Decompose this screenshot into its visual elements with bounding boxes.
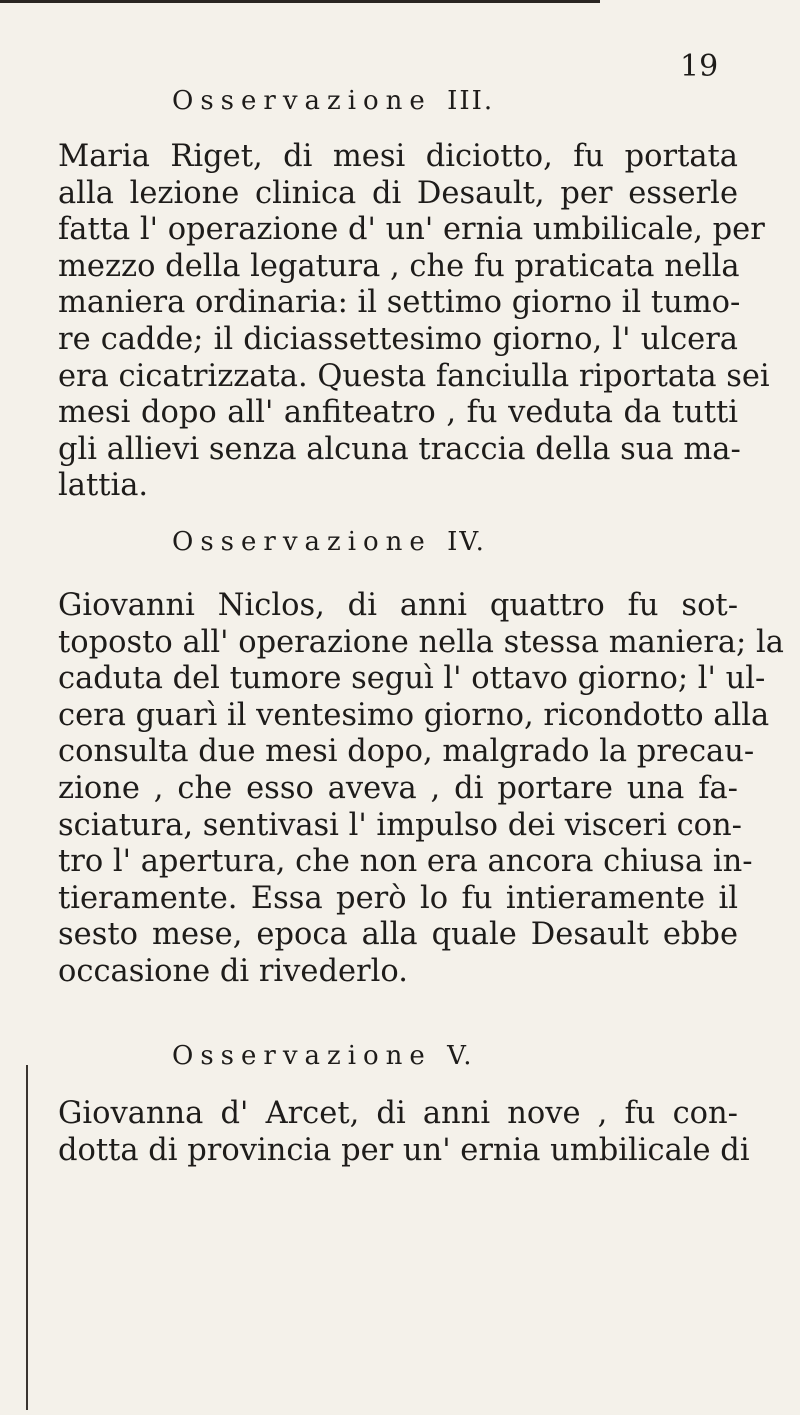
heading-label: Osservazione (172, 1041, 432, 1071)
text-line: fatta l' operazione d' un' ernia umbilicale, per (58, 212, 765, 248)
text-line: cera guarì il ventesimo giorno, ricondotto alla (58, 697, 770, 733)
heading-label: Osservazione (172, 86, 432, 116)
page-edge-shadow (26, 1065, 28, 1410)
text-line: tro l' apertura, che non era ancora chiusa in- (58, 844, 753, 880)
text-line: tieramente. Essa però lo fu intieramente il (58, 880, 738, 916)
text-line: era cicatrizzata. Questa fanciulla riportata sei (58, 358, 770, 394)
page-top-edge (0, 0, 600, 3)
text-line: Maria Riget, di mesi diciotto, fu portata (58, 139, 738, 174)
text-line: maniera ordinaria: il settimo giorno il tumo- (58, 285, 741, 321)
text-line: consulta due mesi dopo, malgrado la precau- (58, 734, 755, 770)
text-line: toposto all' operazione nella stessa maniera; la (58, 624, 784, 660)
text-line: alla lezione clinica di Desault, per esserle (58, 175, 738, 211)
heading-numeral: III. (447, 86, 495, 116)
text-line: zione , che esso aveva , di portare una fa- (58, 770, 738, 806)
text-line: mezzo della legatura , che fu praticata nella (58, 248, 740, 284)
text-line: Giovanni Niclos, di anni quattro fu sot- (58, 588, 738, 623)
text-line: lattia. (58, 468, 149, 504)
text-line: re cadde; il diciassettesimo giorno, l' ulcera (58, 321, 738, 357)
text-line: dotta di provincia per un' ernia umbilicale di (58, 1132, 750, 1168)
text-line: gli allievi senza alcuna traccia della sua ma- (58, 431, 741, 467)
text-line: occasione di rivederlo. (58, 953, 408, 989)
section-heading-iii (172, 88, 494, 114)
text-line: sciatura, sentivasi l' impulso dei visceri con- (58, 807, 742, 843)
page-number: 19 (680, 49, 719, 84)
heading-numeral: IV. (447, 527, 486, 557)
section-heading-v (172, 1043, 474, 1069)
heading-numeral: V. (447, 1041, 474, 1071)
paragraph-observation-v (58, 1096, 750, 1169)
section-heading-iv (172, 529, 486, 555)
text-line: sesto mese, epoca alla quale Desault ebbe (58, 917, 738, 953)
heading-label: Osservazione (172, 527, 432, 557)
text-line: Giovanna d' Arcet, di anni nove , fu con- (58, 1096, 738, 1131)
text-line: caduta del tumore seguì l' ottavo giorno; l' ul- (58, 661, 766, 697)
paragraph-observation-iii (58, 139, 770, 505)
text-line: mesi dopo all' anfiteatro , fu veduta da tutti (58, 395, 738, 431)
paragraph-observation-iv (58, 588, 784, 991)
